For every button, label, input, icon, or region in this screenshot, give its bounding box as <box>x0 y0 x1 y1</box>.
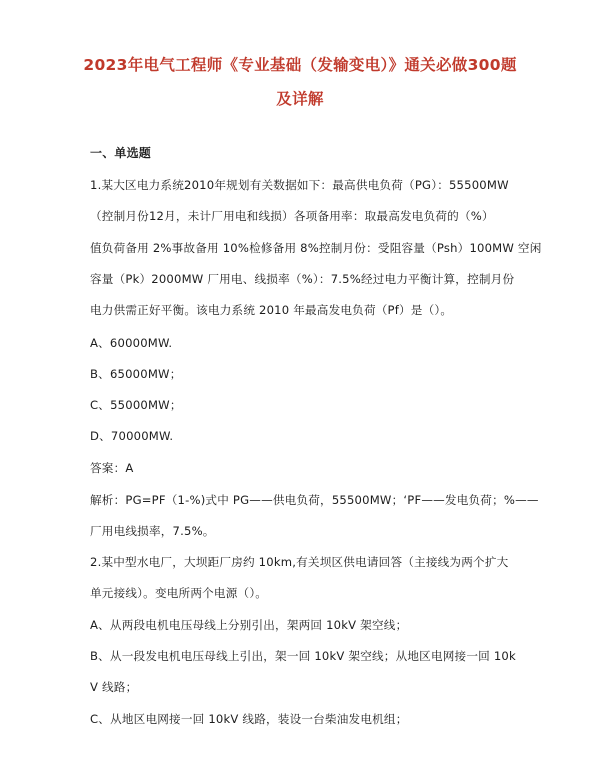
q2-option-b-continued: V 线路； <box>90 680 138 694</box>
document-title-line2: 及详解 <box>276 90 324 108</box>
q1-analysis-line: 厂用电线损率，7.5%。 <box>90 524 215 538</box>
section-heading: 一、单选题 <box>90 146 152 160</box>
q1-stem-line: 容量（Pk）2000MW 厂用电、线损率（%）：7.5%经过电力平衡计算，控制月份 <box>90 272 515 286</box>
q2-option-c: C、从地区电网接一回 10kV 线路，装设一台柴油发电机组； <box>90 712 408 726</box>
q2-stem-line: 2.某中型水电厂，大坝距厂房约 10km,有关坝区供电请回答（主接线为两个扩大 <box>90 555 509 569</box>
q1-option-c: C、55000MW； <box>90 398 182 412</box>
q1-option-b: B、65000MW； <box>90 367 182 381</box>
document-title-line1: 2023年电气工程师《专业基础（发输变电）》通关必做300题 <box>83 56 517 74</box>
q1-option-d: D、70000MW. <box>90 429 174 443</box>
q2-option-a: A、从两段电机电压母线上分别引出，架两回 10kV 架空线； <box>90 618 408 632</box>
q1-answer: 答案：A <box>90 461 134 475</box>
q1-stem-line: 值负荷备用 2%事故备用 10%检修备用 8%控制月份：受阻容量（Psh）100MW 空闲 <box>90 241 542 255</box>
q1-stem-line: （控制月份12月，未计厂用电和线损）各项备用率：取最高发电负荷的（%） <box>90 209 494 223</box>
q1-option-a: A、60000MW. <box>90 336 173 350</box>
q2-stem-line: 单元接线）。变电所两个电源（）。 <box>90 586 268 600</box>
q2-option-b: B、从一段发电机电压母线上引出，架一回 10kV 架空线；从地区电网接一回 10k <box>90 649 516 663</box>
q1-stem-line: 1.某大区电力系统2010年规划有关数据如下：最高供电负荷（PG）：55500MW <box>90 178 509 192</box>
q1-stem-line: 电力供需正好平衡。该电力系统 2010 年最高发电负荷（Pf）是（）。 <box>90 303 453 317</box>
q1-analysis-line: 解析：PG=PF（1-%)式中 PG——供电负荷，55500MW；‘PF——发电负荷；%—— <box>90 493 539 507</box>
